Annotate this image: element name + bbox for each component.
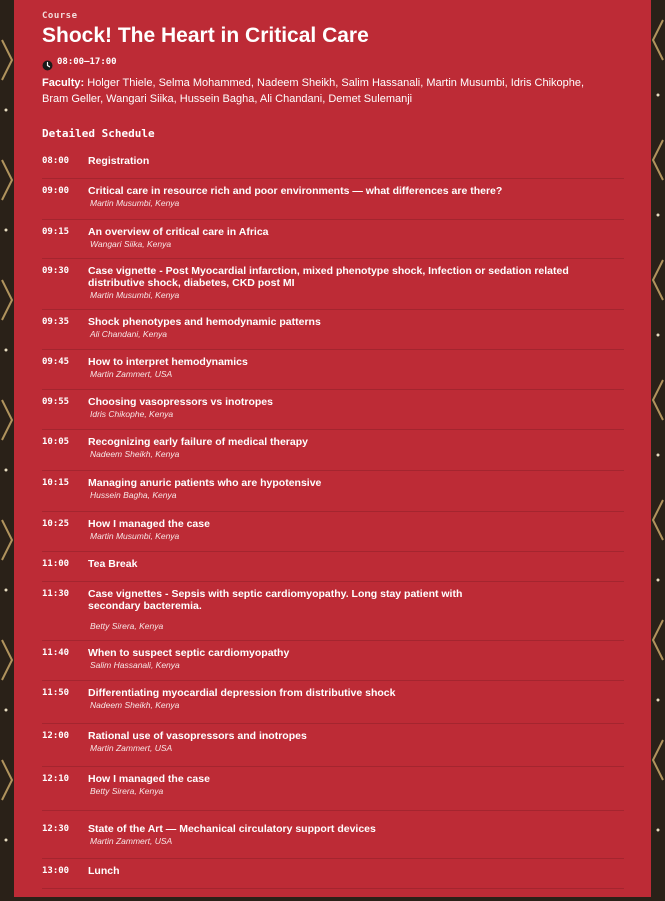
schedule-speaker: Martin Musumbi, Kenya (90, 531, 180, 541)
schedule-row (42, 680, 624, 724)
schedule-row (42, 766, 624, 811)
decorative-pattern-right (651, 0, 665, 897)
schedule-title: When to suspect septic cardiomyopathy (88, 647, 290, 659)
schedule-title: How to interpret hemodynamics (88, 356, 248, 368)
schedule-time: 10:15 (42, 478, 70, 488)
schedule-title: State of the Art — Mechanical circulatory support devices (88, 823, 376, 835)
schedule-row (42, 178, 624, 220)
schedule-heading: Detailed Schedule (42, 127, 155, 140)
schedule-time: 11:40 (42, 648, 70, 658)
schedule-speaker: Wangari Siika, Kenya (90, 239, 172, 249)
schedule-time: 09:55 (42, 397, 70, 407)
schedule-time: 12:10 (42, 774, 70, 784)
schedule-title: Lunch (88, 865, 120, 877)
schedule-row (42, 810, 624, 859)
schedule-title: How I managed the case (88, 518, 210, 530)
schedule-speaker: Martin Zammert, USA (90, 743, 173, 753)
course-label: Course (42, 11, 78, 21)
schedule-title: An overview of critical care in Africa (88, 226, 269, 238)
schedule-speaker: Ali Chandani, Kenya (90, 329, 168, 339)
schedule-row (42, 581, 624, 641)
schedule-row (42, 858, 624, 889)
schedule-row (42, 470, 624, 512)
schedule-speaker: Martin Musumbi, Kenya (90, 290, 180, 300)
schedule-time: 09:30 (42, 266, 70, 276)
schedule-row (42, 258, 624, 310)
schedule-speaker: Nadeem Sheikh, Kenya (90, 449, 180, 459)
faculty-list (42, 75, 602, 107)
schedule-row (42, 309, 624, 350)
schedule-time: 11:50 (42, 688, 70, 698)
schedule-title: Managing anuric patients who are hypotensive (88, 477, 322, 489)
course-title: Shock! The Heart in Critical Care (42, 24, 369, 47)
course-time (42, 56, 117, 67)
schedule-time: 11:00 (42, 559, 70, 569)
schedule-speaker: Martin Zammert, USA (90, 836, 173, 846)
schedule-time: 12:00 (42, 731, 70, 741)
schedule-speaker: Salim Hassanali, Kenya (90, 660, 180, 670)
schedule-title: Case vignette - Post Myocardial infarction, mixed phenotype shock, Infection or sedation related distributive shock, diabetes, CKD post MI (88, 265, 569, 289)
schedule-title: Rational use of vasopressors and inotropes (88, 730, 307, 742)
schedule-speaker: Martin Musumbi, Kenya (90, 198, 180, 208)
schedule-speaker: Hussein Bagha, Kenya (90, 490, 177, 500)
schedule-time: 09:15 (42, 227, 70, 237)
schedule-title: Registration (88, 155, 150, 167)
course-time-text: 08:00—17:00 (57, 56, 117, 67)
schedule-title: How I managed the case (88, 773, 210, 785)
schedule-speaker: Martin Zammert, USA (90, 369, 173, 379)
schedule-speaker: Nadeem Sheikh, Kenya (90, 700, 180, 710)
schedule-row (42, 219, 624, 259)
schedule-speaker: Betty Sirera, Kenya (90, 786, 164, 796)
schedule-title: Tea Break (88, 558, 138, 570)
faculty-label: Faculty: (42, 77, 85, 89)
schedule-row (42, 551, 624, 582)
schedule-title: Differentiating myocardial depression from distributive shock (88, 687, 396, 699)
schedule-time: 10:25 (42, 519, 70, 529)
schedule-time: 11:30 (42, 589, 70, 599)
schedule-row (42, 389, 624, 430)
schedule-time: 12:30 (42, 824, 70, 834)
schedule-time: 08:00 (42, 156, 70, 166)
clock-icon (42, 56, 53, 67)
schedule-time: 10:05 (42, 437, 70, 447)
schedule-title: Choosing vasopressors vs inotropes (88, 396, 273, 408)
schedule-title: Shock phenotypes and hemodynamic patterns (88, 316, 321, 328)
schedule-speaker: Idris Chikophe, Kenya (90, 409, 174, 419)
course-panel (14, 0, 651, 897)
schedule-title: Critical care in resource rich and poor environments — what differences are there? (88, 185, 503, 197)
schedule-title: Case vignettes - Sepsis with septic cardiomyopathy. Long stay patient with secondary bacteremia. (88, 588, 463, 612)
schedule-time: 09:00 (42, 186, 70, 196)
schedule-row (42, 148, 624, 179)
schedule-row (42, 511, 624, 552)
schedule-time: 09:45 (42, 357, 70, 367)
decorative-pattern-left (0, 0, 14, 897)
schedule-row (42, 723, 624, 767)
schedule-row (42, 349, 624, 390)
faculty-names: Holger Thiele, Selma Mohammed, Nadeem Sheikh, Salim Hassanali, Martin Musumbi, Idris Chikophe, Bram Geller, Wangari Siika, Hussein Bagha, Ali Chandani, Demet Sulemanji (42, 77, 585, 105)
schedule-row (42, 640, 624, 681)
schedule-time: 09:35 (42, 317, 70, 327)
schedule-speaker: Betty Sirera, Kenya (90, 621, 164, 631)
schedule-time: 13:00 (42, 866, 70, 876)
schedule-row (42, 429, 624, 471)
schedule-title: Recognizing early failure of medical therapy (88, 436, 308, 448)
